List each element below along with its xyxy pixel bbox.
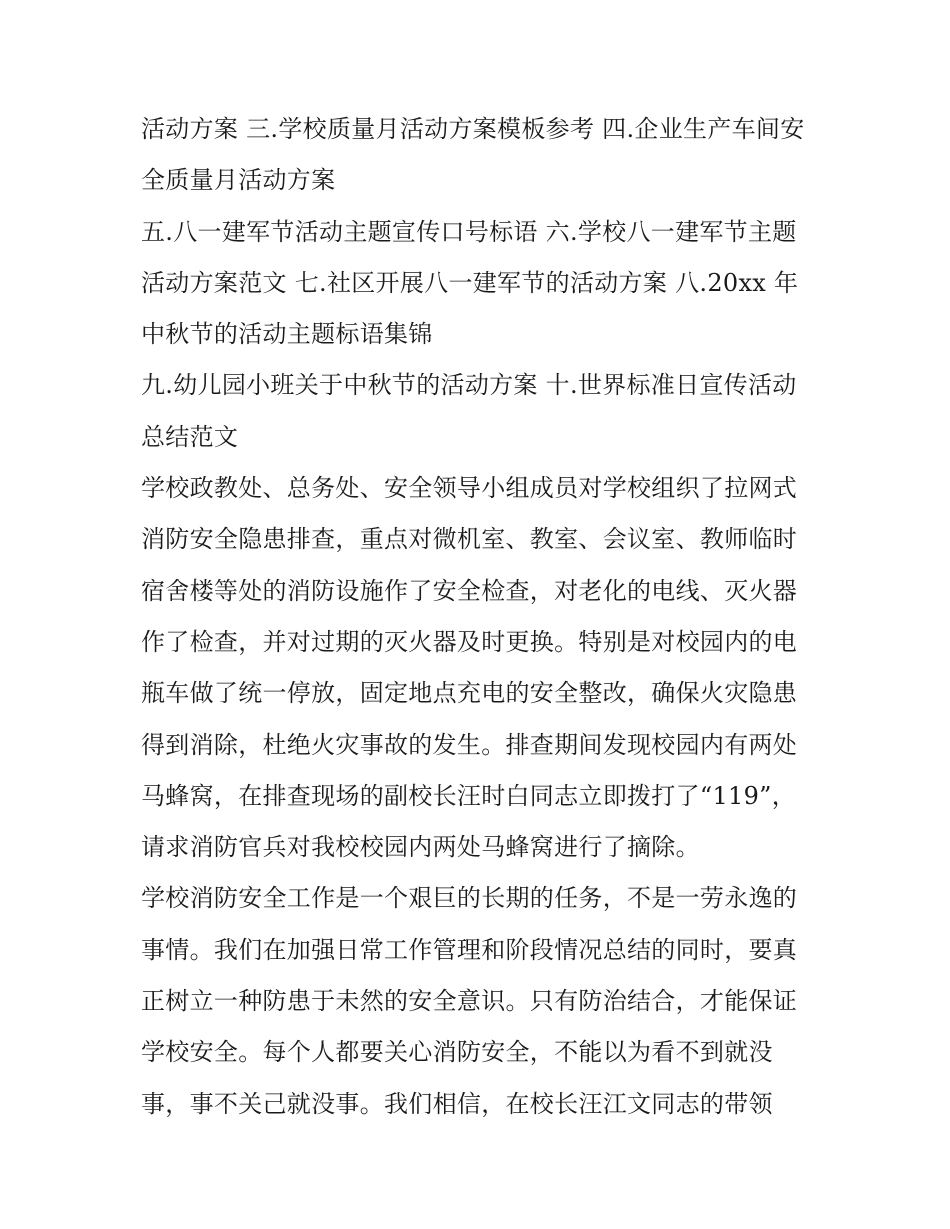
text-line: 活动方案 三.学校质量月活动方案模板参考 四.企业生产车间安 xyxy=(141,115,805,143)
text-line: 全质量月活动方案 xyxy=(141,166,336,195)
text-line: 宿舍楼等处的消防设施作了安全检查，对老化的电线、灭火器 xyxy=(141,576,798,605)
document-body xyxy=(141,104,821,1130)
text-line: 请求消防官兵对我校校园内两处马蜂窝进行了摘除。 xyxy=(141,833,700,862)
text-line: 五.八一建军节活动主题宣传口号标语 六.学校八一建军节主题 xyxy=(141,217,797,246)
text-line: 事情。我们在加强日常工作管理和阶段情况总结的同时，要真 xyxy=(141,935,798,964)
text-line: 得到消除，杜绝火灾事故的发生。排查期间发现校园内有两处 xyxy=(141,730,798,759)
text-line: 总结范文 xyxy=(141,422,239,451)
text-line: 作了检查，并对过期的灭火器及时更换。特别是对校园内的电 xyxy=(141,627,798,656)
text-line: 学校安全。每个人都要关心消防安全，不能以为看不到就没 xyxy=(141,1038,773,1067)
text-line: 马蜂窝，在排查现场的副校长汪时白同志立即拨打了“119”， xyxy=(141,781,797,810)
text-line: 事，事不关己就没事。我们相信，在校长汪江文同志的带领 xyxy=(141,1089,773,1118)
text-line: 瓶车做了统一停放，固定地点充电的安全整改，确保火灾隐患 xyxy=(141,679,798,708)
text-line: 学校消防安全工作是一个艰巨的长期的任务，不是一劳永逸的 xyxy=(141,884,798,913)
text-line: 消防安全隐患排查，重点对微机室、教室、会议室、教师临时 xyxy=(141,525,798,554)
text-line: 九.幼儿园小班关于中秋节的活动方案 十.世界标准日宣传活动 xyxy=(141,371,797,400)
text-line: 活动方案范文 七.社区开展八一建军节的活动方案 八.20xx 年 xyxy=(141,268,799,297)
text-line: 学校政教处、总务处、安全领导小组成员对学校组织了拉网式 xyxy=(141,474,798,503)
text-line: 正树立一种防患于未然的安全意识。只有防治结合，才能保证 xyxy=(141,987,798,1016)
text-line: 中秋节的活动主题标语集锦 xyxy=(141,320,433,349)
